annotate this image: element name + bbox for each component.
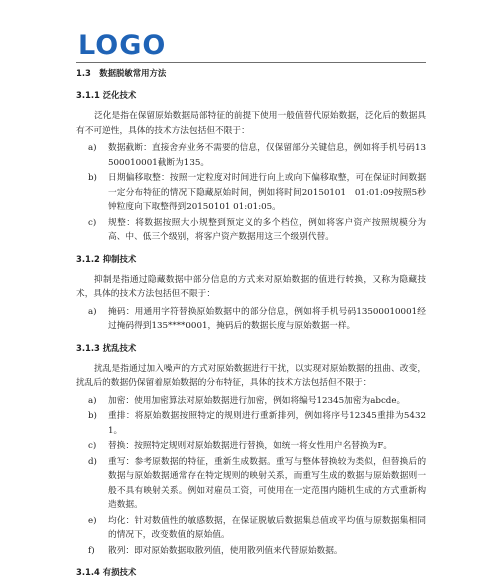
section-title: 1.3 数据脱敏常用方法 [76,68,167,78]
list-item-text: 散列：即对原始数据取散列值，使用散列值来代替原始数据。 [108,545,343,556]
list-marker: b) [88,173,97,183]
list-item [76,305,426,334]
list-marker: c) [88,217,97,228]
list-item [76,216,426,245]
paragraph-perturbation-intro: 扰乱是指通过加入噪声的方式对原始数据进行干扰，以实现对原始数据的扭曲、改变，扰乱后的数据仍保留着原始数据的分布特征，具体的技术方法包括但不限于： [76,363,426,388]
list-item [76,455,426,513]
list-marker: a) [88,395,97,406]
paragraph-generalization-intro: 泛化是指在保留原始数据局部特征的前提下使用一般值替代原始数据，泛化后的数据具有不可逆性，具体的技术方法包括但不限于： [76,111,426,136]
list-item-text: 规整：将数据按照大小规整到预定义的多个档位，例如将客户资产按照规模分为高、中、低三个级别，将客户资产数据用这三个级别代替。 [108,217,426,242]
list-item [76,409,426,438]
list-item-text: 重排：将原始数据按照特定的规则进行重新排列，例如将序号12345重排为54321。 [108,411,426,436]
list-marker: b) [88,411,97,421]
list-marker: d) [88,456,97,467]
list-item-text: 替换：按照特定规则对原始数据进行替换，如统一将女性用户名替换为F。 [108,441,393,451]
subsection-heading-generalization: 3.1.1 泛化技术 [76,90,137,100]
list-item [76,439,426,454]
list-item [76,514,426,543]
list-item-text: 掩码：用通用字符替换原始数据中的部分信息，例如将手机号码13500010001经过掩码得到135****0001，掩码后的数据长度与原始数据一样。 [108,306,426,331]
list-marker: a) [88,143,97,153]
list-item [76,141,426,170]
subsection-heading-suppression: 3.1.2 抑制技术 [76,253,137,264]
list-item [76,171,426,215]
document-body [76,67,426,586]
list-item-text: 数据截断：直接舍弃业务不需要的信息，仅保留部分关键信息，例如将手机号码13500010001截断为135。 [108,143,426,168]
list-marker: c) [88,441,97,451]
list-marker: f) [88,545,95,556]
paragraph-suppression-intro: 抑制是指通过隐藏数据中部分信息的方式来对原始数据的值进行转换，又称为隐藏技术，具体的技术方法包括但不限于： [76,274,426,299]
list-marker: a) [88,306,97,317]
list-item-text: 加密：使用加密算法对原始数据进行加密，例如将编号12345加密为abcde。 [108,395,406,406]
list-item [76,544,426,559]
subsection-heading-perturbation: 3.1.3 扰乱技术 [76,342,137,353]
subsection-heading-lossy: 3.1.4 有损技术 [76,567,137,577]
list-item-text: 重写：参考原数据的特征，重新生成数据。重写与整体替换较为类似，但替换后的数据与原始数据通常存在特定规则的映射关系，而重写生成的数据与原始数据则一般不具有映射关系。例如对雇员工资，可使用在一定范围内随机生成的方式重新构造数据。 [108,456,426,510]
logo: LOGO [78,30,167,61]
list-item-text: 均化：针对数值性的敏感数据，在保证脱敏后数据集总值或平均值与原数据集相同的情况下，改变数值的原始值。 [108,515,426,540]
list-marker: e) [88,515,97,526]
list-item [76,394,426,409]
header-divider [76,62,426,63]
list-item-text: 日期偏移取整：按照一定粒度对时间进行向上或向下偏移取整，可在保证时间数据一定分布特征的情况下隐藏原始时间，例如将时间20150101 01:01:09按照5秒钟粒度向下取整得到20150101 01:01:05。 [108,173,426,212]
